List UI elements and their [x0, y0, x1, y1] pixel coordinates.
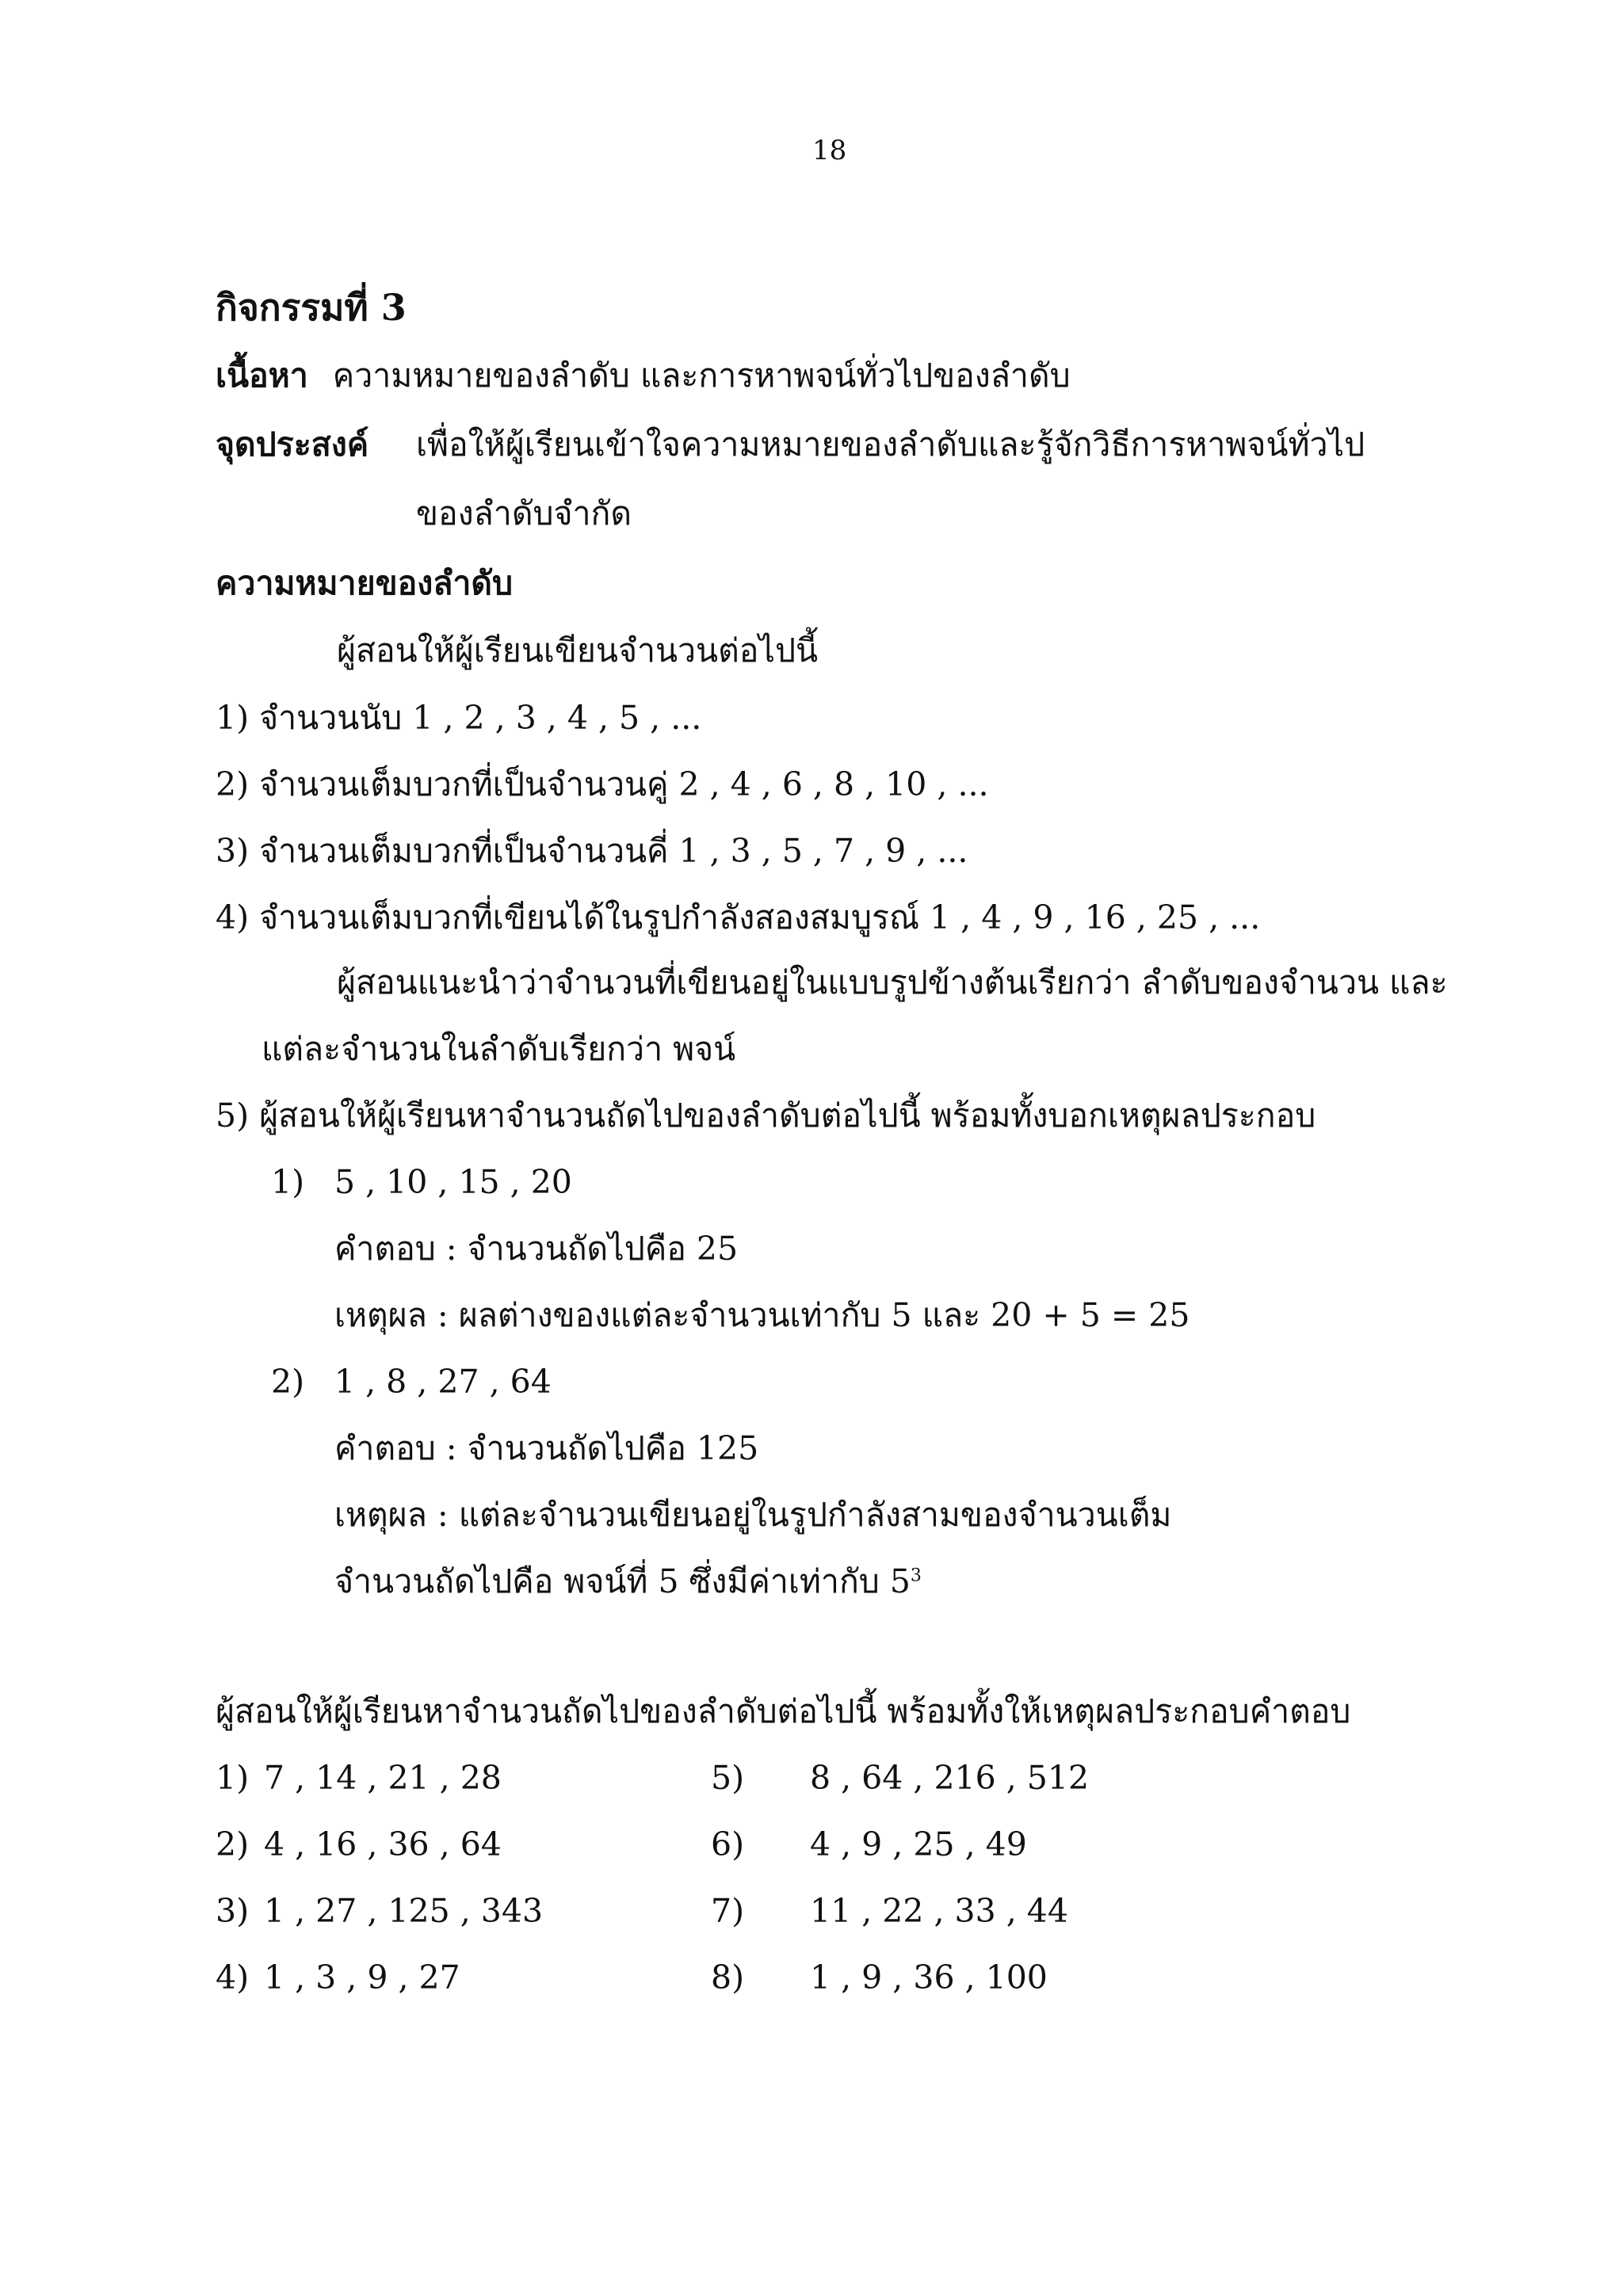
- exercise-4-number: 4): [216, 1958, 250, 1997]
- sub1-number: 1): [271, 1163, 305, 1201]
- section-title: ความหมายของลำดับ: [216, 564, 514, 602]
- example-4: 4) จำนวนเต็มบวกที่เขียนได้ในรูปกำลังสองสมบูรณ์ 1 , 4 , 9 , 16 , 25 , ...: [216, 898, 1261, 936]
- sub2-sequence: 1 , 8 , 27 , 64: [334, 1363, 552, 1401]
- exercise-8-sequence: 1 , 9 , 36 , 100: [810, 1958, 1048, 1997]
- sub2-answer: คำตอบ : จำนวนถัดไปคือ 125: [334, 1429, 759, 1467]
- exponent: 3: [910, 1566, 922, 1586]
- exercise-6-sequence: 4 , 9 , 25 , 49: [810, 1825, 1027, 1863]
- item-5: 5) ผู้สอนให้ผู้เรียนหาจำนวนถัดไปของลำดับต่อไปนี้ พร้อมทั้งบอกเหตุผลประกอบ: [216, 1097, 1316, 1135]
- example-3: 3) จำนวนเต็มบวกที่เป็นจำนวนคี่ 1 , 3 , 5 , 7 , 9 , ...: [216, 832, 968, 870]
- sub1-sequence: 5 , 10 , 15 , 20: [334, 1163, 572, 1201]
- exercise-5-number: 5): [711, 1759, 745, 1797]
- exercise-intro: ผู้สอนให้ผู้เรียนหาจำนวนถัดไปของลำดับต่อไปนี้ พร้อมทั้งให้เหตุผลประกอบคำตอบ: [216, 1692, 1351, 1730]
- exercise-1-number: 1): [216, 1759, 250, 1797]
- sub1-reason: เหตุผล : ผลต่างของแต่ละจำนวนเท่ากับ 5 และ 20 + 5 = 25: [334, 1296, 1190, 1334]
- intro-text: ผู้สอนให้ผู้เรียนเขียนจำนวนต่อไปนี้: [337, 631, 818, 669]
- objective-line-2: ของลำดับจำกัด: [416, 494, 632, 532]
- page-number: 18: [812, 135, 847, 166]
- sub2-number: 2): [271, 1363, 305, 1401]
- explain-line-2: แต่ละจำนวนในลำดับเรียกว่า พจน์: [262, 1030, 736, 1068]
- exercise-7-sequence: 11 , 22 , 33 , 44: [810, 1892, 1068, 1930]
- exercise-1-sequence: 7 , 14 , 21 , 28: [264, 1759, 502, 1797]
- objective-label: จุดประสงค์: [216, 425, 369, 463]
- example-2: 2) จำนวนเต็มบวกที่เป็นจำนวนคู่ 2 , 4 , 6 , 8 , 10 , ...: [216, 765, 989, 803]
- sub2-reason: เหตุผล : แต่ละจำนวนเขียนอยู่ในรูปกำลังสามของจำนวนเต็ม: [334, 1496, 1172, 1534]
- exercise-4-sequence: 1 , 3 , 9 , 27: [264, 1958, 460, 1997]
- exercise-3-number: 3): [216, 1892, 250, 1930]
- exercise-7-number: 7): [711, 1892, 745, 1930]
- explain-line-1: ผู้สอนแนะนำว่าจำนวนที่เขียนอยู่ในแบบรูปข้างต้นเรียกว่า ลำดับของจำนวน และ: [337, 963, 1448, 1001]
- content-row: [216, 355, 1071, 396]
- exercise-2-sequence: 4 , 16 , 36 , 64: [264, 1825, 502, 1863]
- exercise-6-number: 6): [711, 1825, 745, 1863]
- content-label: เนื้อหา: [216, 357, 308, 395]
- activity-title: กิจกรรมที่ 3: [216, 286, 407, 329]
- sub1-answer: คำตอบ : จำนวนถัดไปคือ 25: [334, 1230, 739, 1268]
- exercise-8-number: 8): [711, 1958, 745, 1997]
- sub2-reason-2: [334, 1561, 922, 1602]
- objective-line-1: เพื่อให้ผู้เรียนเข้าใจความหมายของลำดับและรู้จักวิธีการหาพจน์ทั่วไป: [416, 425, 1365, 463]
- exercise-5-sequence: 8 , 64 , 216 , 512: [810, 1759, 1090, 1797]
- sub2-reason-2-text: จำนวนถัดไปคือ พจน์ที่ 5 ซึ่งมีค่าเท่ากับ 5: [334, 1562, 911, 1600]
- content-text: ความหมายของลำดับ และการหาพจน์ทั่วไปของลำดับ: [332, 357, 1071, 395]
- exercise-2-number: 2): [216, 1825, 250, 1863]
- example-1: 1) จำนวนนับ 1 , 2 , 3 , 4 , 5 , ...: [216, 699, 702, 737]
- exercise-3-sequence: 1 , 27 , 125 , 343: [264, 1892, 544, 1930]
